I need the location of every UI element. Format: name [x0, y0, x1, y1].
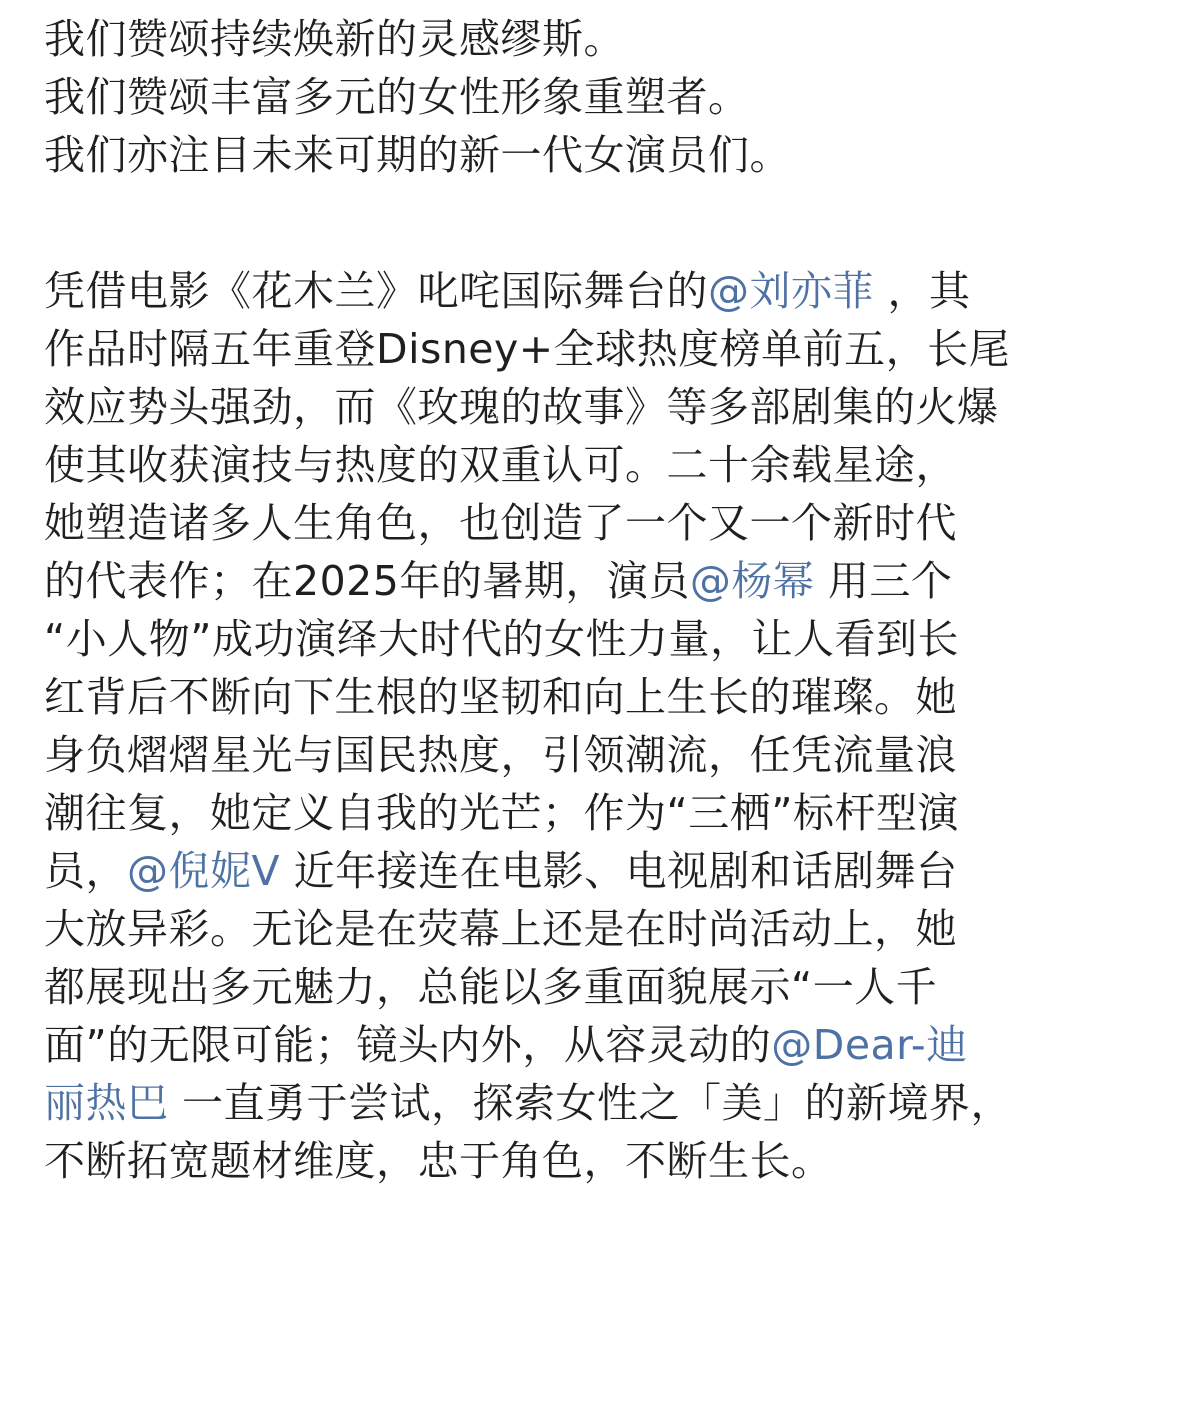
body-line-9: 身负熠熠星光与国民热度，引领潮流，任凭流量浪	[44, 731, 957, 779]
body-text: 近年接连在电影、电视剧和话剧舞台	[280, 847, 958, 895]
body-line-4: 使其收获演技与热度的双重认可。二十余载星途，	[44, 441, 957, 489]
post-body	[44, 10, 1144, 1190]
body-line-12: 大放异彩。无论是在荧幕上还是在时尚活动上，她	[44, 905, 957, 953]
body-line-1	[44, 262, 1144, 320]
mention-yang-mi[interactable]: @杨幂	[689, 557, 815, 605]
body-text: 一直勇于尝试，探索女性之「美」的新境界，	[168, 1079, 1013, 1127]
body-line-16: 不断拓宽题材维度，忠于角色，不断生长。	[44, 1137, 833, 1185]
body-line-15	[44, 1074, 1144, 1132]
body-line-11	[44, 842, 1144, 900]
intro-line-3: 我们亦注目未来可期的新一代女演员们。	[44, 131, 791, 179]
body-line-10: 潮往复，她定义自我的光芒；作为“三栖”标杆型演	[44, 789, 959, 837]
intro-line-1: 我们赞颂持续焕新的灵感缪斯。	[44, 15, 625, 63]
mention-dilraba-part-1[interactable]: @Dear-迪	[771, 1021, 968, 1069]
body-line-7: “小人物”成功演绎大时代的女性力量，让人看到长	[44, 615, 959, 663]
body-text: 凭借电影《花木兰》叱咤国际舞台的	[44, 267, 708, 315]
body-text: 员，	[44, 847, 127, 895]
body-text: 用三个	[814, 557, 953, 605]
body-line-14	[44, 1016, 1144, 1074]
body-line-5: 她塑造诸多人生角色，也创造了一个又一个新时代	[44, 499, 957, 547]
intro-line-2: 我们赞颂丰富多元的女性形象重塑者。	[44, 73, 750, 121]
body-line-6	[44, 552, 1144, 610]
body-line-2: 作品时隔五年重登Disney+全球热度榜单前五，长尾	[44, 325, 1011, 373]
body-line-8: 红背后不断向下生根的坚韧和向上生长的璀璨。她	[44, 673, 957, 721]
body-text: ，其	[874, 267, 971, 315]
mention-liu-yifei[interactable]: @刘亦菲	[708, 267, 874, 315]
mention-ni-ni[interactable]: @倪妮V	[127, 847, 281, 895]
mention-dilraba-part-2[interactable]: 丽热巴	[44, 1079, 169, 1127]
body-line-3: 效应势头强劲，而《玫瑰的故事》等多部剧集的火爆	[44, 383, 999, 431]
body-text: 的代表作；在2025年的暑期，演员	[44, 557, 690, 605]
body-line-13: 都展现出多元魅力，总能以多重面貌展示“一人千	[44, 963, 938, 1011]
body-text: 面”的无限可能；镜头内外，从容灵动的	[44, 1021, 772, 1069]
paragraph-gap	[44, 184, 1144, 262]
